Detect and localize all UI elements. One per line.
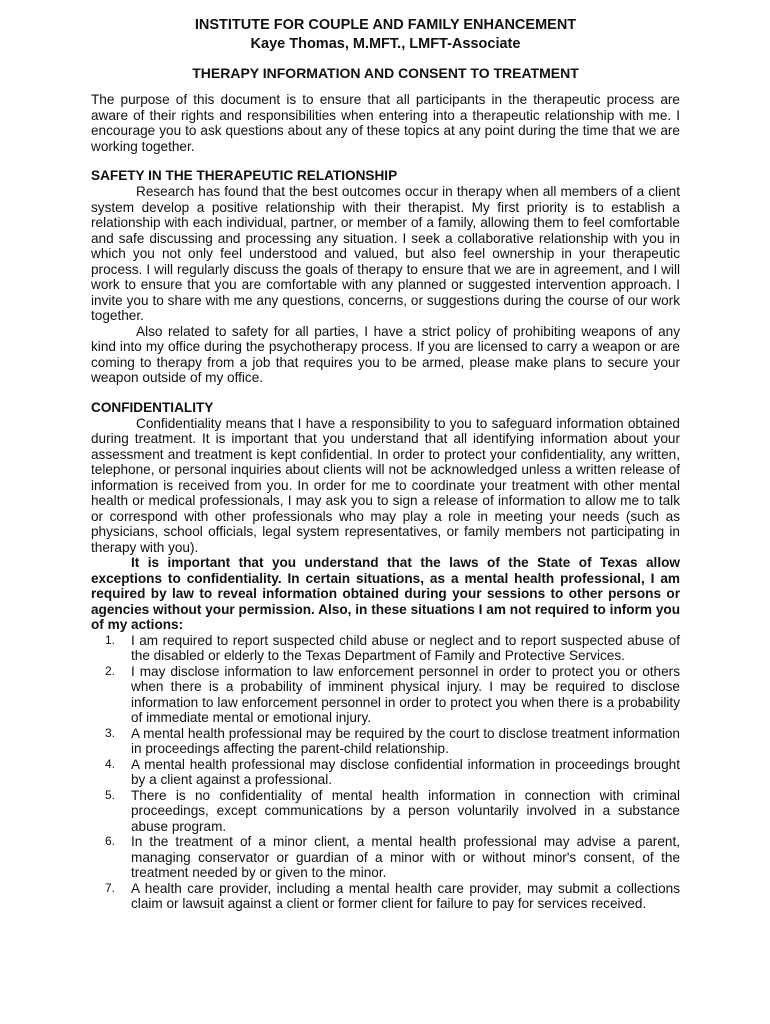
list-item-text: A mental health professional may disclose confidential information in proceedings brought by a client against a professional. — [131, 756, 680, 787]
list-item — [91, 664, 680, 726]
confidentiality-paragraph-1: Confidentiality means that I have a responsibility to you to safeguard information obtained during treatment. It is important that you understand that all identifying information about your assessment and treatment is kept confidential. In order to protect your confidentiality, any written, telephone, or personal inquiries about clients will not be acknowledged unless a written release of information is received from you. In order for me to coordinate your treatment with other mental health or medical professionals, I may ask you to sign a release of information to allow me to talk or correspond with other professionals who may play a role in meeting your needs (such as physicians, school officials, legal system representatives, or family members not participating in therapy with you). — [91, 415, 680, 555]
list-item — [91, 834, 680, 881]
safety-heading: SAFETY IN THE THERAPEUTIC RELATIONSHIP — [91, 168, 398, 183]
list-item — [91, 881, 680, 912]
confidentiality-heading: CONFIDENTIALITY — [91, 399, 214, 415]
list-item — [91, 726, 680, 757]
list-item — [91, 633, 680, 664]
list-item — [91, 788, 680, 835]
document-page — [91, 16, 680, 912]
list-item-text: I am required to report suspected child abuse or neglect and to report suspected abuse of the disabled or elderly to the Texas Department of Family and Protective Services. — [131, 632, 680, 663]
therapist-name: Kaye Thomas, M.MFT., LMFT-Associate — [250, 36, 521, 52]
confidentiality-exceptions-paragraph: It is important that you understand that the laws of the State of Texas allow exceptions to confidentiality. In certain situations, as a mental health professional, I am required by law to reveal information obtained during your sessions to other persons or agencies without your permission. Also, in these situations I am not required to inform you of my actions: — [91, 555, 680, 632]
institute-name: INSTITUTE FOR COUPLE AND FAMILY ENHANCEMENT — [194, 17, 577, 33]
list-item-text: I may disclose information to law enforcement personnel in order to protect you or others when there is a probability of imminent physical injury. I may be required to disclose information to law enforcement personnel in order to protect you when there is a probability of immediate mental or emotional injury. — [131, 663, 680, 725]
safety-paragraph-1: Research has found that the best outcomes occur in therapy when all members of a client system develop a positive relationship with their therapist. My first priority is to establish a relationship with each individual, partner, or member of a family, allowing them to feel comfortable and safe discussing and processing any situation. I seek a collaborative relationship with you in which you not only feel understood and valued, but also feel ownership in your therapeutic process. I will regularly discuss the goals of therapy to ensure that we are in agreement, and I will work to ensure that you are comfortable with any planned or suggested intervention approach. I invite you to share with me any questions, concerns, or suggestions during the course of our work together. — [91, 184, 680, 323]
list-item-number: 6. — [105, 834, 116, 848]
safety-paragraph-2: Also related to safety for all parties, I have a strict policy of prohibiting weapons of any kind into my office during the psychotherapy process. If you are licensed to carry a weapon or are coming to therapy from a job that requires you to be armed, please make plans to secure your weapon outside of my office. — [91, 323, 680, 385]
list-item-text: A mental health professional may be required by the court to disclose treatment information in proceedings affecting the parent-child relationship. — [131, 725, 680, 756]
list-item-number: 7. — [105, 880, 116, 895]
intro-paragraph: The purpose of this document is to ensure that all participants in the therapeutic process are aware of their rights and responsibilities when entering into a therapeutic relationship with me. I encourage you to ask questions about any of these topics at any point during the time that we are working together. — [91, 92, 680, 154]
list-item-number: 1. — [105, 632, 116, 647]
list-item-number: 5. — [105, 787, 116, 802]
list-item-text: A health care provider, including a mental health care provider, may submit a collections claim or lawsuit against a client or former client for failure to pay for services received. — [131, 880, 680, 911]
list-item-number: 4. — [105, 756, 116, 771]
list-item-number: 2. — [105, 663, 116, 678]
document-title: THERAPY INFORMATION AND CONSENT TO TREATMENT — [192, 65, 579, 81]
list-item-text: In the treatment of a minor client, a mental health professional may advise a parent, managing conservator or guardian of a minor with or without minor's consent, of the treatment needed by or given to the minor. — [131, 834, 680, 880]
list-item — [91, 757, 680, 788]
exceptions-list — [91, 633, 680, 912]
list-item-number: 3. — [105, 725, 116, 740]
list-item-text: There is no confidentiality of mental health information in connection with criminal proceedings, except communications by a person voluntarily involved in a substance abuse program. — [131, 787, 680, 834]
